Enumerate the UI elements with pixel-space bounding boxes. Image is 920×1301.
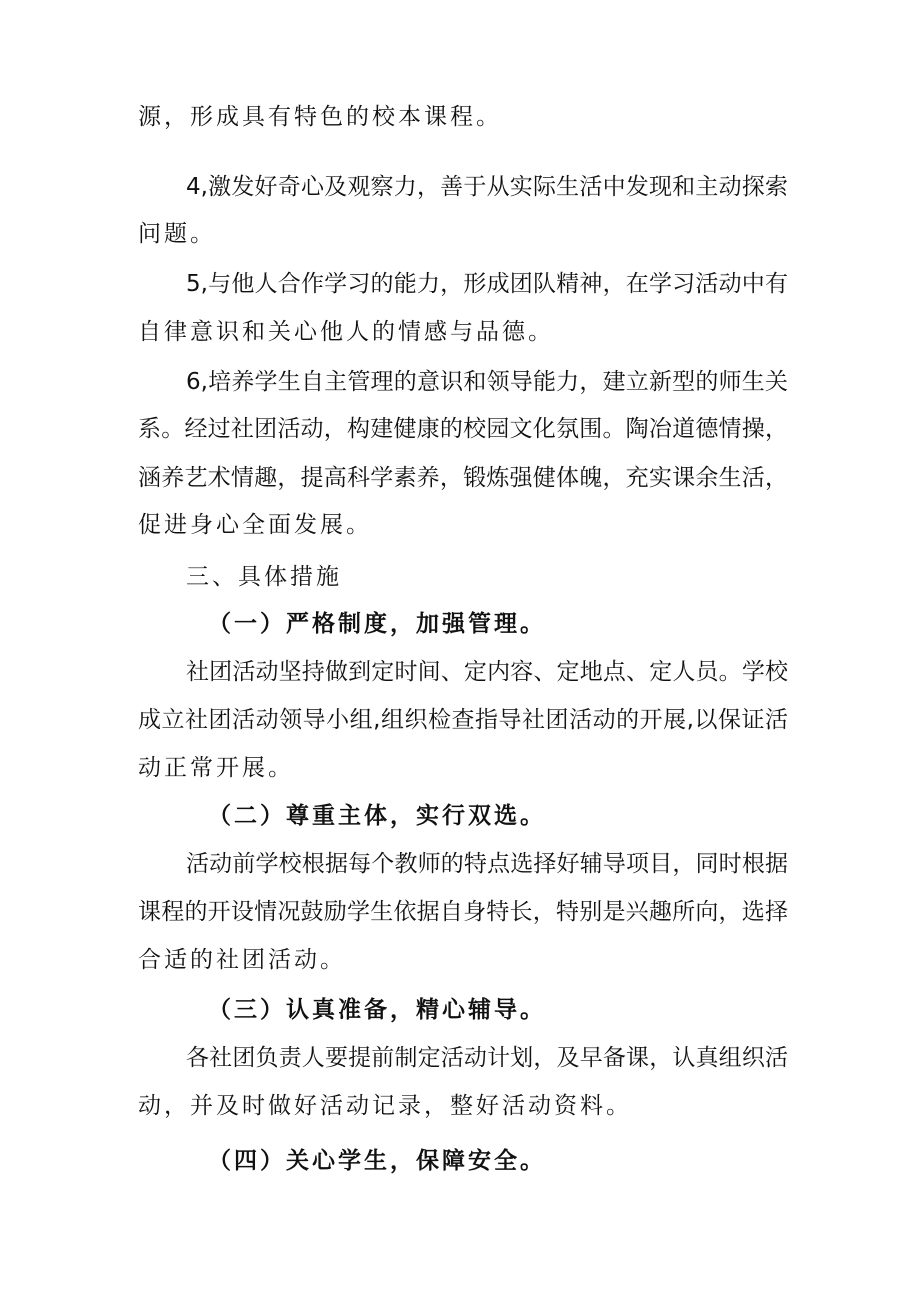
list-item-6-line-4: 促进身心全面发展。 <box>138 512 372 538</box>
paragraph-2-line-1: 活动前学校根据每个教师的特点选择好辅导项目，同时根据 <box>186 851 788 877</box>
paragraph-1-line-1: 社团活动坚持做到定时间、定内容、定地点、定人员。学校 <box>186 659 788 685</box>
list-item-5-line-1: 5,与他人合作学习的能力，形成团队精神，在学习活动中有 <box>186 271 788 297</box>
list-item-4-line-2: 问题。 <box>138 221 216 247</box>
subsection-heading-4: （四）关心学生，保障安全。 <box>208 1148 546 1174</box>
paragraph-line: 源，形成具有特色的校本课程。 <box>138 104 502 130</box>
list-item-5-line-2: 自律意识和关心他人的情感与品德。 <box>138 319 554 345</box>
paragraph-1-line-3: 动正常开展。 <box>138 755 294 781</box>
subsection-heading-2: （二）尊重主体，实行双选。 <box>208 803 546 829</box>
paragraph-2-line-3: 合适的社团活动。 <box>138 947 346 973</box>
subsection-heading-1: （一）严格制度，加强管理。 <box>208 611 546 637</box>
list-item-6-line-1: 6,培养学生自主管理的意识和领导能力，建立新型的师生关 <box>186 369 788 395</box>
paragraph-2-line-2: 课程的开设情况鼓励学生依据自身特长，特别是兴趣所向，选择 <box>138 899 788 925</box>
list-item-6-line-3: 涵养艺术情趣，提高科学素养，锻炼强健体魄，充实课余生活， <box>138 465 788 491</box>
subsection-heading-3: （三）认真准备，精心辅导。 <box>208 997 546 1023</box>
section-heading: 三、具体措施 <box>186 564 342 590</box>
list-item-4-line-1: 4,激发好奇心及观察力，善于从实际生活中发现和主动探索 <box>186 174 788 200</box>
paragraph-3-line-2: 动，并及时做好活动记录，整好活动资料。 <box>138 1093 632 1119</box>
list-item-6-line-2: 系。经过社团活动，构建健康的校园文化氛围。陶冶道德情操， <box>138 416 788 442</box>
paragraph-3-line-1: 各社团负责人要提前制定活动计划，及早备课，认真组织活 <box>186 1045 788 1071</box>
paragraph-1-line-2: 成立社团活动领导小组,组织检查指导社团活动的开展,以保证活 <box>138 707 788 733</box>
